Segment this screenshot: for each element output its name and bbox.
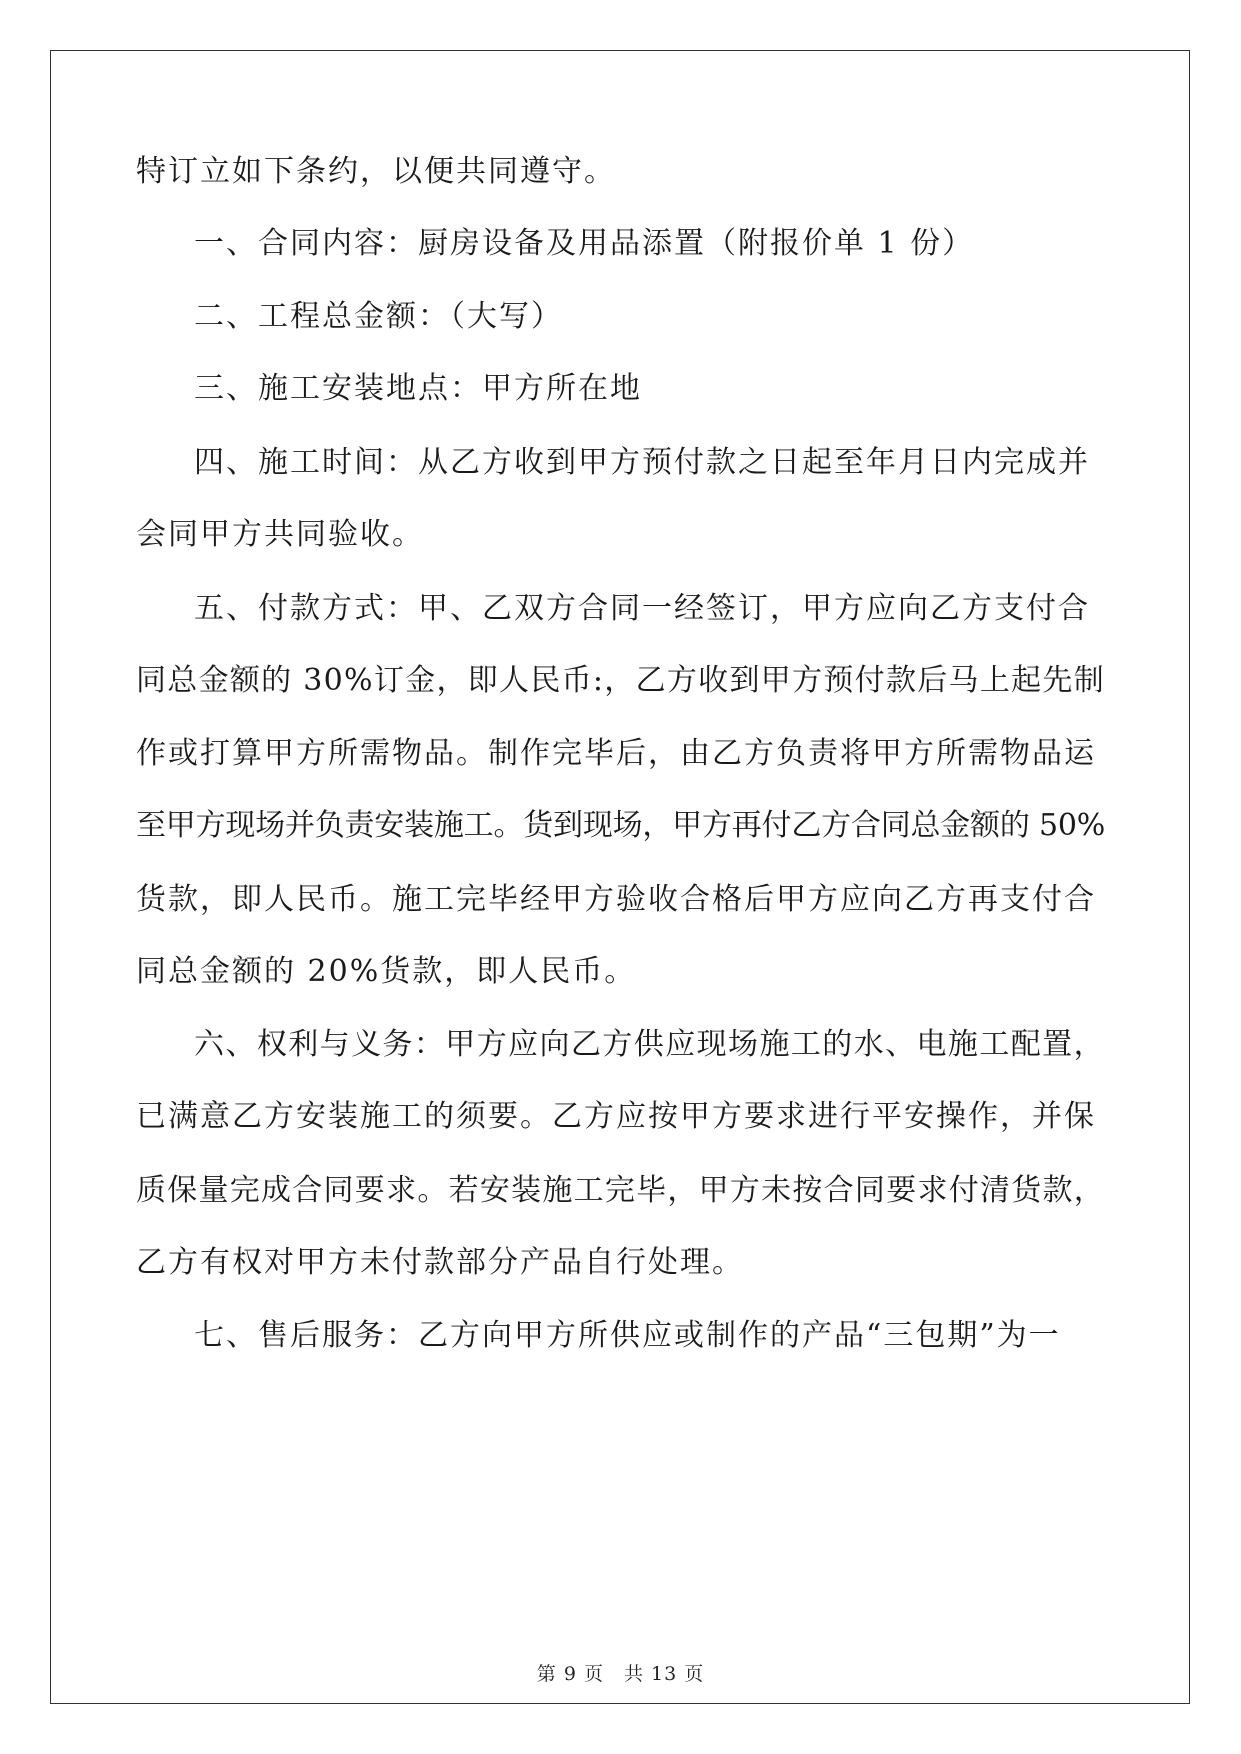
text-line: 三、施工安装地点：甲方所在地 <box>194 371 642 406</box>
text-line: 同总金额的 30%订金，即人民币:，乙方收到甲方预付款后马上起先制 <box>136 663 1105 698</box>
text-line: 作或打算甲方所需物品。制作完毕后，由乙方负责将甲方所需物品运 <box>136 736 1096 771</box>
text-line: 已满意乙方安装施工的须要。乙方应按甲方要求进行平安操作，并保 <box>136 1099 1096 1134</box>
text-line: 至甲方现场并负责安装施工。货到现场，甲方再付乙方合同总金额的 50% <box>136 808 1105 843</box>
text-line: 七、售后服务：乙方向甲方所供应或制作的产品“三包期”为一 <box>194 1318 1061 1353</box>
text-line: 二、工程总金额：（大写） <box>194 299 563 334</box>
text-line: 乙方有权对甲方未付款部分产品自行处理。 <box>136 1245 744 1280</box>
page-number: 第 9 页 共 13 页 <box>536 1663 705 1685</box>
text-line: 四、施工时间：从乙方收到甲方预付款之日起至年月日内完成并 <box>194 445 1090 480</box>
text-line: 同总金额的 20%货款，即人民币。 <box>136 954 637 989</box>
text-line: 特订立如下条约，以便共同遵守。 <box>136 154 616 189</box>
text-line: 五、付款方式：甲、乙双方合同一经签订，甲方应向乙方支付合 <box>194 591 1090 626</box>
text-line: 六、权利与义务：甲方应向乙方供应现场施工的水、电施工配置， <box>194 1027 1105 1062</box>
text-line: 会同甲方共同验收。 <box>136 517 424 552</box>
text-line: 一、合同内容：厨房设备及用品添置（附报价单 1 份） <box>194 226 975 261</box>
text-line: 质保量完成合同要求。若安装施工完毕，甲方未按合同要求付清货款， <box>136 1173 1105 1208</box>
text-line: 货款，即人民币。施工完毕经甲方验收合格后甲方应向乙方再支付合 <box>136 882 1096 917</box>
